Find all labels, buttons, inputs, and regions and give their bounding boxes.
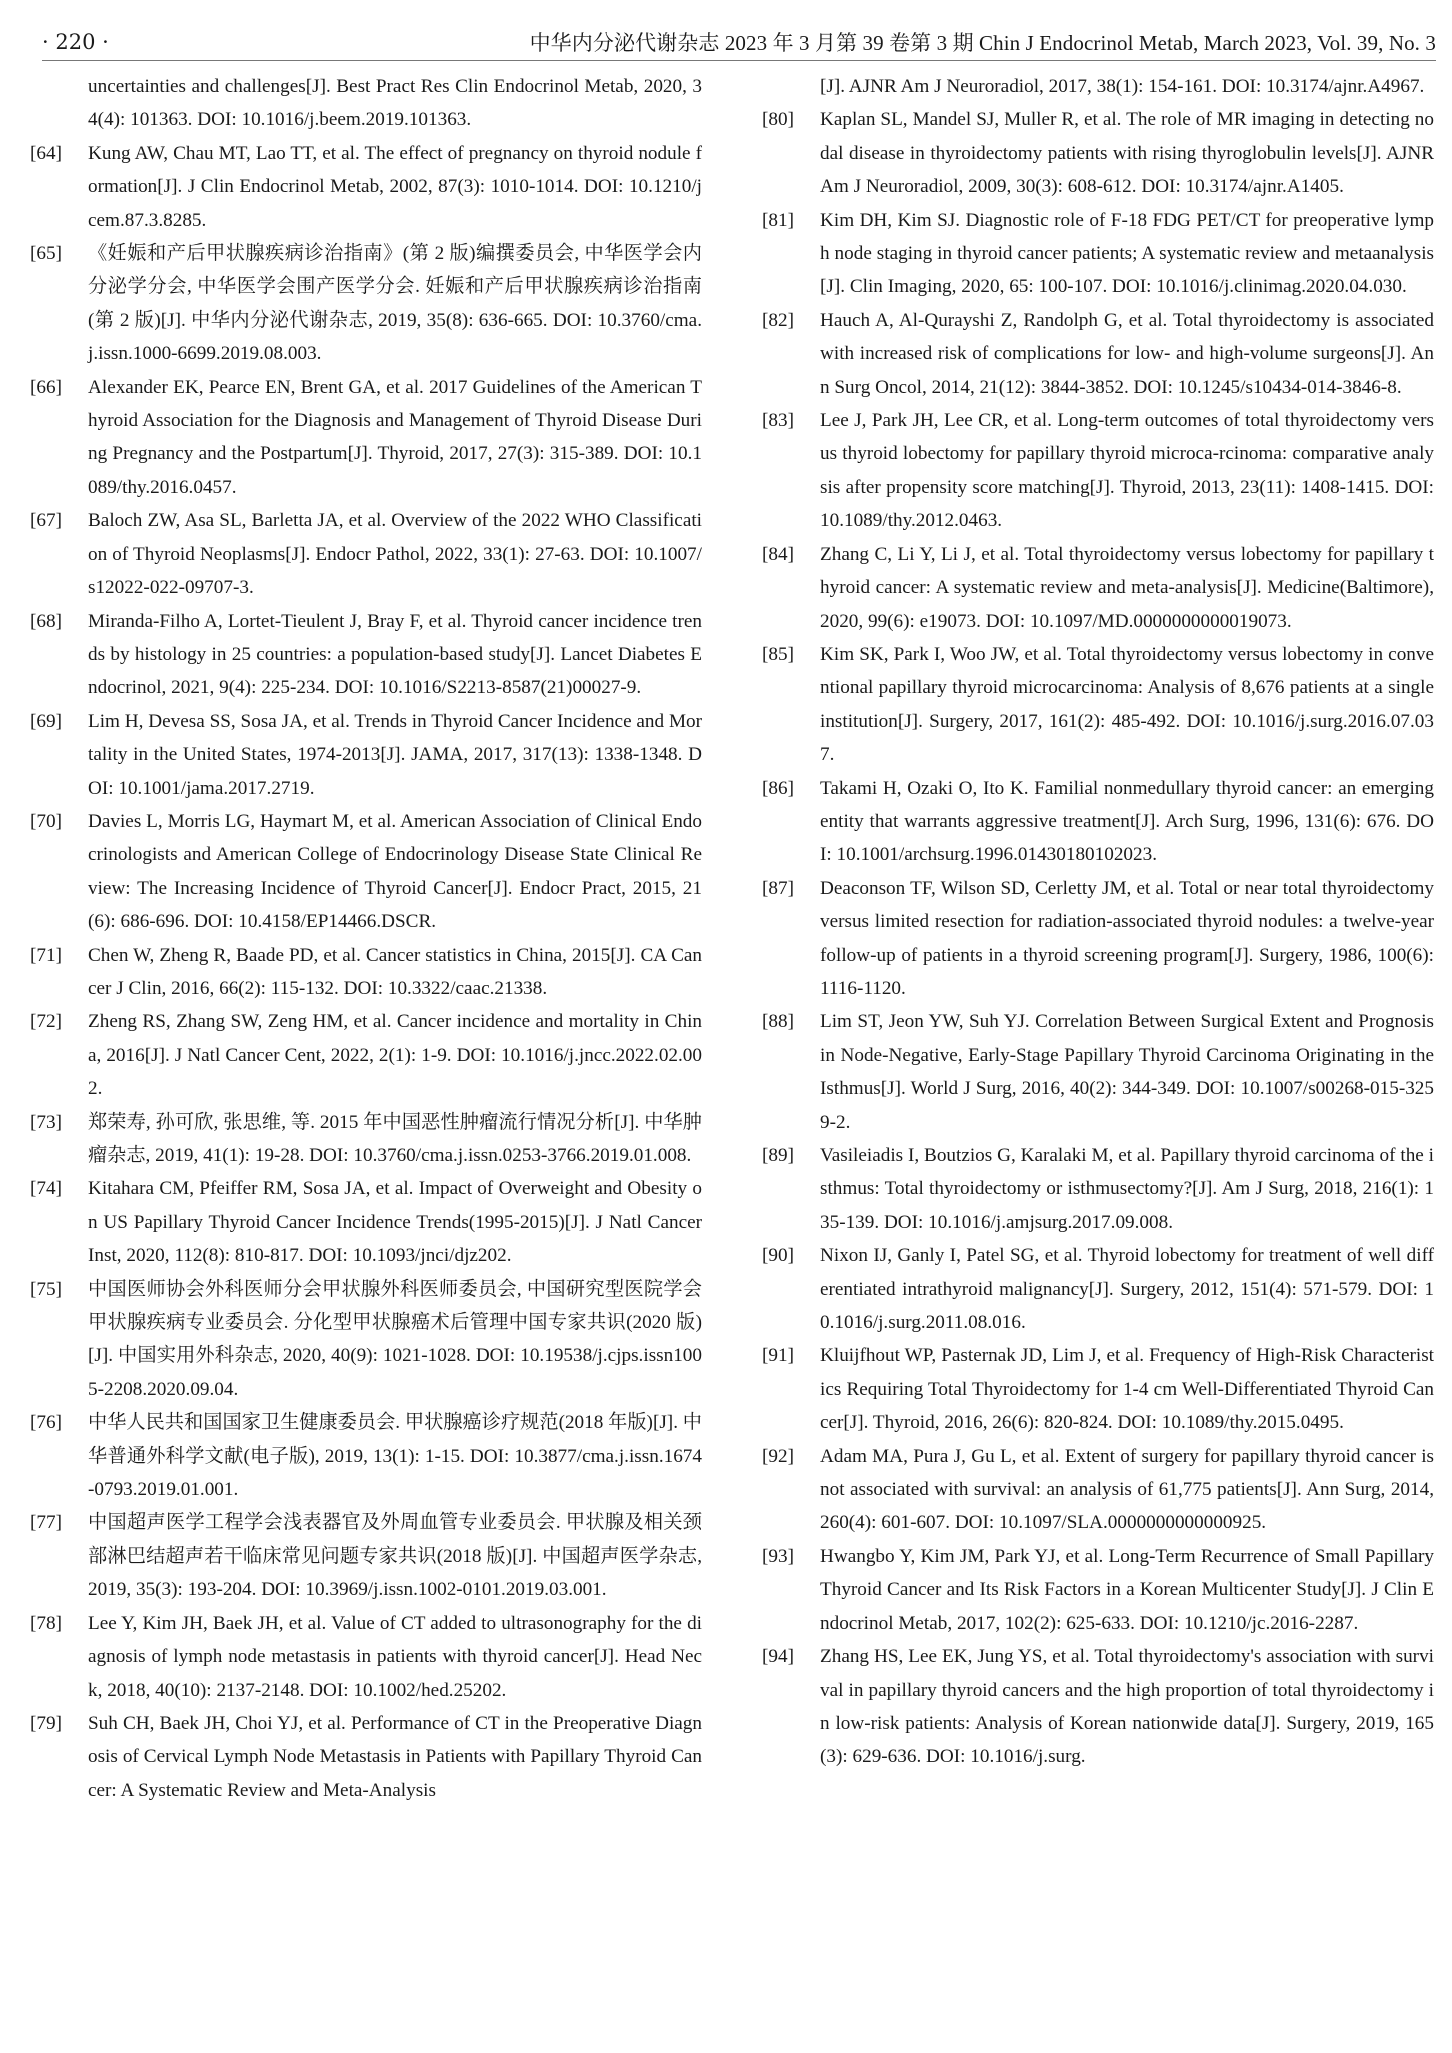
reference-item — [762, 1239, 1434, 1339]
reference-number: [87] — [762, 877, 794, 899]
reference-text: Kim SK, Park I, Woo JW, et al. Total thyroidectomy versus lobectomy in conventional papillary thyroid microcarcinoma: Analysis of 8,676 patients at a single institution[J]. Surgery, 2017, 161(2): 485-492. DOI: 10.1016/j.surg.2016.07.037. — [820, 643, 1434, 766]
reference-item — [762, 1139, 1434, 1239]
reference-item — [30, 705, 702, 805]
reference-number: [90] — [762, 1245, 794, 1267]
reference-number: [92] — [762, 1445, 794, 1467]
running-header — [42, 24, 1436, 61]
reference-continuation — [762, 70, 1434, 103]
reference-text: 中国超声医学工程学会浅表器官及外周血管专业委员会. 甲状腺及相关颈部淋巴结超声若干临床常见问题专家共识(2018 版)[J]. 中国超声医学杂志, 2019, 35(3): 193-204. DOI: 10.3969/j.issn.1002-0101.2019.03.001. — [88, 1512, 702, 1601]
reference-number: [93] — [762, 1545, 794, 1567]
reference-item — [30, 605, 702, 705]
reference-number: [82] — [762, 309, 794, 331]
reference-number: [81] — [762, 209, 794, 231]
reference-text: Hwangbo Y, Kim JM, Park YJ, et al. Long-Term Recurrence of Small Papillary Thyroid Cancer and Its Risk Factors in a Korean Multicenter Study[J]. J Clin Endocrinol Metab, 2017, 102(2): 625-633. DOI: 10.1210/jc.2016-2287. — [820, 1545, 1434, 1634]
reference-text: Lim ST, Jeon YW, Suh YJ. Correlation Between Surgical Extent and Prognosis in Node-Negative, Early-Stage Papillary Thyroid Carcinoma Originating in the Isthmus[J]. World J Surg, 2016, 40(2): 344-349. DOI: 10.1007/s00268-015-3259-2. — [820, 1011, 1434, 1133]
reference-text: 《妊娠和产后甲状腺疾病诊治指南》(第 2 版)编撰委员会, 中华医学会内分泌学分会, 中华医学会围产医学分会. 妊娠和产后甲状腺疾病诊治指南(第 2 版)[J]. 中华内分泌代谢杂志, 2019, 35(8): 636-665. DOI: 10.3760/cma.j.issn.1000-6699.2019.08.003. — [88, 243, 702, 365]
reference-item — [762, 538, 1434, 638]
journal-citation: 中华内分泌代谢杂志 2023 年 3 月第 39 卷第 3 期 Chin J Endocrinol Metab, March 2023, Vol. 39, No. 3 — [529, 31, 1436, 55]
reference-number: [73] — [30, 1111, 62, 1133]
reference-number: [69] — [30, 710, 62, 732]
reference-number: [77] — [30, 1512, 62, 1534]
reference-text: Lim H, Devesa SS, Sosa JA, et al. Trends in Thyroid Cancer Incidence and Mortality in the United States, 1974-2013[J]. JAMA, 2017, 317(13): 1338-1348. DOI: 10.1001/jama.2017.2719. — [88, 710, 702, 799]
reference-text: Lee J, Park JH, Lee CR, et al. Long-term outcomes of total thyroidectomy versus thyroid lobectomy for papillary thyroid microca-rcinoma: comparative analysis after propensity score matching[J]. Thyroid, 2013, 23(11): 1408-1415. DOI: 10.1089/thy.2012.0463. — [820, 410, 1434, 532]
reference-number: [72] — [30, 1011, 62, 1033]
reference-item — [30, 1607, 702, 1707]
left-column — [30, 70, 702, 1807]
reference-item — [762, 872, 1434, 1006]
reference-number: [86] — [762, 777, 794, 799]
reference-text: Hauch A, Al-Qurayshi Z, Randolph G, et al. Total thyroidectomy is associated with increased risk of complications for low- and high-volume surgeons[J]. Ann Surg Oncol, 2014, 21(12): 3844-3852. DOI: 10.1245/s10434-014-3846-8. — [820, 309, 1434, 398]
reference-number: [89] — [762, 1145, 794, 1166]
reference-text: Suh CH, Baek JH, Choi YJ, et al. Performance of CT in the Preoperative Diagnosis of Cervical Lymph Node Metastasis in Patients with Papillary Thyroid Cancer: A Systematic Review and Meta-Analysis — [88, 1712, 702, 1801]
reference-text: Deaconson TF, Wilson SD, Cerletty JM, et al. Total or near total thyroidectomy versus limited resection for radiation-associated thyroid nodules: a twelve-year follow-up of patients in a thyroid screening program[J]. Surgery, 1986, 100(6): 1116-1120. — [820, 877, 1434, 999]
reference-item — [30, 237, 702, 371]
reference-item — [30, 1273, 702, 1407]
reference-item — [30, 371, 702, 505]
reference-item — [30, 504, 702, 604]
reference-number: [88] — [762, 1011, 794, 1033]
reference-item — [30, 1506, 702, 1606]
reference-text: [J]. AJNR Am J Neuroradiol, 2017, 38(1): 154-161. DOI: 10.3174/ajnr.A4967. — [820, 76, 1425, 97]
reference-number: [91] — [762, 1345, 794, 1367]
reference-item — [30, 1005, 702, 1105]
reference-text: Miranda-Filho A, Lortet-Tieulent J, Bray F, et al. Thyroid cancer incidence trends by histology in 25 countries: a population-based study[J]. Lancet Diabetes Endocrinol, 2021, 9(4): 225-234. DOI: 10.1016/S2213-8587(21)00027-9. — [88, 610, 702, 699]
reference-text: Takami H, Ozaki O, Ito K. Familial nonmedullary thyroid cancer: an emerging entity that warrants aggressive treatment[J]. Arch Surg, 1996, 131(6): 676. DOI: 10.1001/archsurg.1996.01430180102023. — [820, 777, 1434, 866]
reference-text: Vasileiadis I, Boutzios G, Karalaki M, et al. Papillary thyroid carcinoma of the isthmus: Total thyroidectomy or isthmusectomy?[J]. Am J Surg, 2018, 216(1): 135-139. DOI: 10.1016/j.amjsurg.2017.09.008. — [820, 1145, 1434, 1233]
reference-item — [30, 1707, 702, 1807]
reference-number: [74] — [30, 1178, 62, 1200]
reference-number: [68] — [30, 610, 62, 632]
reference-item — [762, 638, 1434, 772]
reference-list-right — [762, 103, 1434, 1773]
reference-text: 中华人民共和国国家卫生健康委员会. 甲状腺癌诊疗规范(2018 年版)[J]. 中华普通外科学文献(电子版), 2019, 13(1): 1-15. DOI: 10.3877/cma.j.issn.1674-0793.2019.01.001. — [88, 1412, 702, 1501]
reference-number: [64] — [30, 142, 62, 164]
reference-number: [79] — [30, 1712, 62, 1734]
reference-number: [94] — [762, 1646, 794, 1668]
reference-text: Lee Y, Kim JH, Baek JH, et al. Value of CT added to ultrasonography for the diagnosis of lymph node metastasis in patients with thyroid cancer[J]. Head Neck, 2018, 40(10): 2137-2148. DOI: 10.1002/hed.25202. — [88, 1612, 702, 1701]
right-column — [762, 70, 1434, 1774]
reference-item — [762, 1005, 1434, 1139]
reference-text: 郑荣寿, 孙可欣, 张思维, 等. 2015 年中国恶性肿瘤流行情况分析[J]. 中华肿瘤杂志, 2019, 41(1): 19-28. DOI: 10.3760/cma.j.issn.0253-3766.2019.01.008. — [88, 1111, 702, 1166]
reference-item — [762, 772, 1434, 872]
reference-item — [30, 137, 702, 237]
reference-text: Davies L, Morris LG, Haymart M, et al. American Association of Clinical Endocrinologists and American College of Endocrinology Disease State Clinical Review: The Increasing Incidence of Thyroid Cancer[J]. Endocr Pract, 2015, 21(6): 686-696. DOI: 10.4158/EP14466.DSCR. — [88, 810, 702, 933]
reference-text: Adam MA, Pura J, Gu L, et al. Extent of surgery for papillary thyroid cancer is not associated with survival: an analysis of 61,775 patients[J]. Ann Surg, 2014, 260(4): 601-607. DOI: 10.1097/SLA.0000000000000925. — [820, 1445, 1434, 1534]
reference-item — [762, 1339, 1434, 1439]
reference-item — [762, 204, 1434, 304]
reference-number: [70] — [30, 810, 62, 832]
reference-continuation — [30, 70, 702, 137]
reference-text: 中国医师协会外科医师分会甲状腺外科医师委员会, 中国研究型医院学会甲状腺疾病专业委员会. 分化型甲状腺癌术后管理中国专家共识(2020 版)[J]. 中国实用外科杂志, 2020, 40(9): 1021-1028. DOI: 10.19538/j.cjps.issn1005-2208.2020.09.04. — [88, 1278, 702, 1400]
reference-text: Kim DH, Kim SJ. Diagnostic role of F-18 FDG PET/CT for preoperative lymph node staging in thyroid cancer patients; A systematic review and metaanalysis[J]. Clin Imaging, 2020, 65: 100-107. DOI: 10.1016/j.clinimag.2020.04.030. — [820, 209, 1434, 298]
reference-text: Kluijfhout WP, Pasternak JD, Lim J, et al. Frequency of High-Risk Characteristics Requiring Total Thyroidectomy for 1-4 cm Well-Differentiated Thyroid Cancer[J]. Thyroid, 2016, 26(6): 820-824. DOI: 10.1089/thy.2015.0495. — [820, 1345, 1434, 1434]
reference-number: [66] — [30, 376, 62, 398]
reference-list-left — [30, 137, 702, 1807]
reference-item — [30, 805, 702, 939]
reference-number: [65] — [30, 243, 62, 265]
reference-item — [30, 1172, 702, 1272]
reference-text: Zhang HS, Lee EK, Jung YS, et al. Total thyroidectomy's association with survival in papillary thyroid cancers and the high proportion of total thyroidectomy in low-risk patients: Analysis of Korean nationwide data[J]. Surgery, 2019, 165(3): 629-636. DOI: 10.1016/j.surg. — [820, 1646, 1434, 1768]
reference-number: [83] — [762, 410, 794, 432]
reference-text: Baloch ZW, Asa SL, Barletta JA, et al. Overview of the 2022 WHO Classification of Thyroid Neoplasms[J]. Endocr Pathol, 2022, 33(1): 27-63. DOI: 10.1007/s12022-022-09707-3. — [88, 510, 702, 599]
reference-item — [762, 103, 1434, 203]
reference-item — [30, 1106, 702, 1173]
reference-item — [762, 1440, 1434, 1540]
reference-number: [80] — [762, 109, 794, 131]
reference-number: [84] — [762, 543, 794, 565]
reference-item — [30, 939, 702, 1006]
reference-text: Alexander EK, Pearce EN, Brent GA, et al. 2017 Guidelines of the American Thyroid Association for the Diagnosis and Management of Thyroid Disease During Pregnancy and the Postpartum[J]. Thyroid, 2017, 27(3): 315-389. DOI: 10.1089/thy.2016.0457. — [88, 376, 702, 498]
reference-item — [762, 404, 1434, 538]
reference-number: [85] — [762, 643, 794, 665]
reference-number: [67] — [30, 510, 62, 532]
reference-number: [71] — [30, 944, 62, 966]
reference-text: Kitahara CM, Pfeiffer RM, Sosa JA, et al. Impact of Overweight and Obesity on US Papillary Thyroid Cancer Incidence Trends(1995-2015)[J]. J Natl Cancer Inst, 2020, 112(8): 810-817. DOI: 10.1093/jnci/djz202. — [88, 1178, 702, 1267]
reference-text: Chen W, Zheng R, Baade PD, et al. Cancer statistics in China, 2015[J]. CA Cancer J Clin, 2016, 66(2): 115-132. DOI: 10.3322/caac.21338. — [88, 944, 702, 999]
reference-text: uncertainties and challenges[J]. Best Pract Res Clin Endocrinol Metab, 2020, 34(4): 101363. DOI: 10.1016/j.beem.2019.101363. — [88, 76, 702, 131]
reference-text: Nixon IJ, Ganly I, Patel SG, et al. Thyroid lobectomy for treatment of well differentiated intrathyroid malignancy[J]. Surgery, 2012, 151(4): 571-579. DOI: 10.1016/j.surg.2011.08.016. — [820, 1245, 1434, 1334]
reference-number: [76] — [30, 1412, 62, 1434]
reference-item — [762, 1640, 1434, 1774]
reference-item — [762, 1540, 1434, 1640]
reference-item — [762, 304, 1434, 404]
reference-text: Kung AW, Chau MT, Lao TT, et al. The effect of pregnancy on thyroid nodule formation[J]. J Clin Endocrinol Metab, 2002, 87(3): 1010-1014. DOI: 10.1210/jcem.87.3.8285. — [88, 142, 702, 231]
reference-text: Kaplan SL, Mandel SJ, Muller R, et al. The role of MR imaging in detecting nodal disease in thyroidectomy patients with rising thyroglobulin levels[J]. AJNR Am J Neuroradiol, 2009, 30(3): 608-612. DOI: 10.3174/ajnr.A1405. — [820, 109, 1434, 198]
reference-number: [78] — [30, 1612, 62, 1634]
reference-item — [30, 1406, 702, 1506]
reference-number: [75] — [30, 1278, 62, 1300]
page-number: · 220 · — [42, 30, 109, 54]
reference-text: Zhang C, Li Y, Li J, et al. Total thyroidectomy versus lobectomy for papillary thyroid cancer: A systematic review and meta-analysis[J]. Medicine(Baltimore), 2020, 99(6): e19073. DOI: 10.1097/MD.0000000000019073. — [820, 543, 1434, 632]
reference-text: Zheng RS, Zhang SW, Zeng HM, et al. Cancer incidence and mortality in China, 2016[J]. J Natl Cancer Cent, 2022, 2(1): 1-9. DOI: 10.1016/j.jncc.2022.02.002. — [88, 1011, 702, 1100]
